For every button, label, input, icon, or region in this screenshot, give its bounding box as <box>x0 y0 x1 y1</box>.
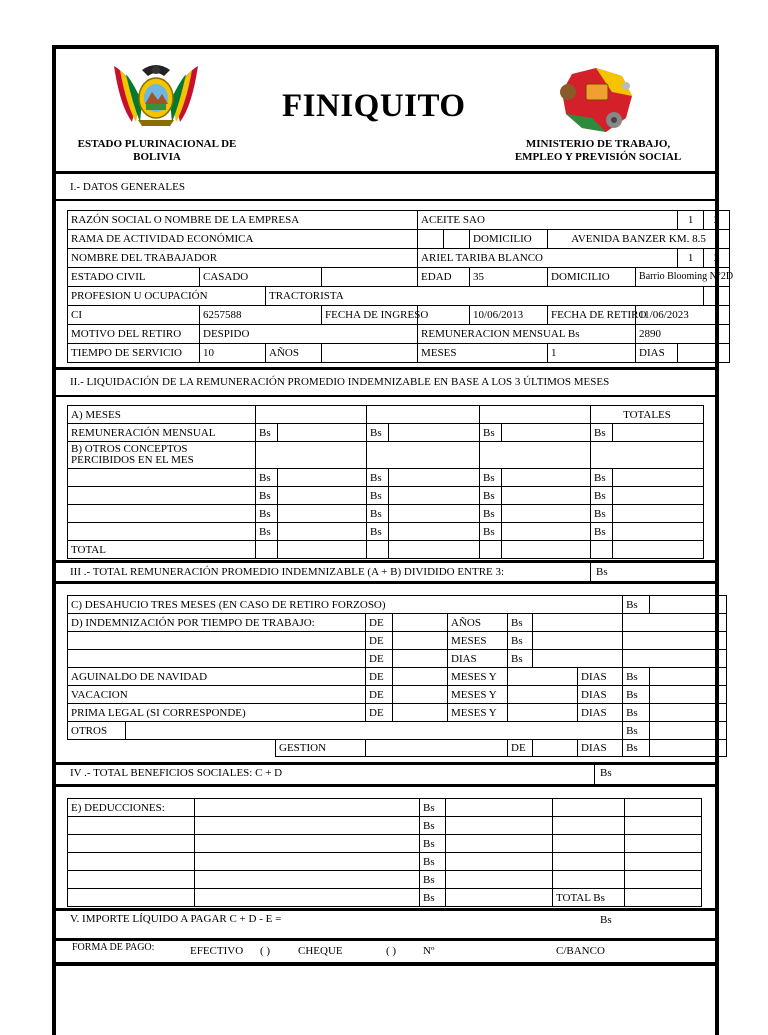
estado-civil-value[interactable]: CASADO <box>200 268 322 287</box>
dias-label: DIAS <box>448 650 508 668</box>
amount-cell[interactable] <box>650 704 727 722</box>
bs-label: Bs <box>623 596 650 614</box>
blank-cell[interactable] <box>704 287 730 306</box>
otros-value[interactable] <box>126 722 623 740</box>
remuneracion-mensual-value[interactable]: 2890 <box>636 325 730 344</box>
divider <box>56 171 715 174</box>
domicilio-empresa-value[interactable]: AVENIDA BANZER KM. 8.5 <box>548 230 730 249</box>
fecha-ingreso-value[interactable]: 10/06/2013 <box>470 306 548 325</box>
concepto-cell[interactable] <box>68 523 256 541</box>
total-cell[interactable] <box>613 541 704 559</box>
divider <box>52 962 719 966</box>
bs-label: Bs <box>508 632 533 650</box>
amount-cell[interactable] <box>502 523 591 541</box>
bs-label: Bs <box>508 650 533 668</box>
amount-cell[interactable] <box>389 424 480 442</box>
divider <box>56 938 715 941</box>
bs-label: Bs <box>591 469 613 487</box>
bs-label: Bs <box>367 469 389 487</box>
divider <box>590 563 591 582</box>
mes-1-cell[interactable] <box>256 406 367 424</box>
bs-label: Bs <box>480 424 502 442</box>
bs-label: Bs <box>256 469 278 487</box>
blank-cell[interactable] <box>591 442 704 469</box>
domicilio-trabajador-value[interactable]: Barrio Blooming N°2D <box>636 268 730 287</box>
meses-value[interactable]: 1 <box>548 344 636 363</box>
periodo-cell[interactable] <box>508 668 578 686</box>
nombre-trabajador-value[interactable]: ARIEL TARIBA BLANCO <box>418 249 678 268</box>
periodo-cell[interactable] <box>393 668 448 686</box>
meses-label: MESES <box>448 632 508 650</box>
amount-cell[interactable] <box>446 889 553 907</box>
beneficios-table <box>67 595 727 757</box>
divider <box>56 199 715 201</box>
section3-bs-label: Bs <box>596 566 608 578</box>
header-left-line1: ESTADO PLURINACIONAL DE <box>77 138 237 150</box>
fecha-ingreso-label: FECHA DE INGRESO <box>322 306 418 325</box>
amount-cell[interactable] <box>278 487 367 505</box>
total-cell[interactable] <box>389 541 480 559</box>
totales-label: TOTALES <box>591 406 704 424</box>
divider <box>56 784 715 787</box>
periodo-cell[interactable] <box>508 704 578 722</box>
blank-cell[interactable] <box>480 541 502 559</box>
bs-label: Bs <box>623 722 650 740</box>
tiempo-servicio-value[interactable]: 10 <box>200 344 266 363</box>
bs-label: Bs <box>256 523 278 541</box>
blank-cell[interactable] <box>625 799 702 817</box>
blank-cell[interactable] <box>68 632 366 650</box>
de-label: DE <box>366 632 393 650</box>
bs-label: Bs <box>623 668 650 686</box>
bs-label: Bs <box>367 505 389 523</box>
amount-cell[interactable] <box>446 853 553 871</box>
desahucio-label: C) DESAHUCIO TRES MESES (EN CASO DE RETIRO FORZOSO) <box>68 596 623 614</box>
total-cell[interactable] <box>278 541 367 559</box>
aguinaldo-label: AGUINALDO DE NAVIDAD <box>68 668 366 686</box>
amount-cell[interactable] <box>446 835 553 853</box>
bs-label: Bs <box>591 487 613 505</box>
numero-label: Nº <box>423 945 435 957</box>
blank-cell[interactable] <box>625 871 702 889</box>
bs-label: Bs <box>480 505 502 523</box>
amount-cell[interactable] <box>502 487 591 505</box>
blank-cell[interactable] <box>623 614 727 632</box>
total-bs-label: TOTAL Bs <box>553 889 625 907</box>
blank-cell[interactable] <box>553 871 625 889</box>
blank-cell[interactable] <box>444 230 470 249</box>
de-label: DE <box>508 740 533 757</box>
de-label: DE <box>366 650 393 668</box>
meses-label: A) MESES <box>68 406 256 424</box>
amount-cell[interactable] <box>389 523 480 541</box>
edad-value[interactable]: 35 <box>470 268 548 287</box>
otros-label: OTROS <box>68 722 126 740</box>
dias-label: DIAS <box>578 686 623 704</box>
de-label: DE <box>366 686 393 704</box>
blank-cell[interactable] <box>623 650 727 668</box>
ministry-logo-icon <box>552 62 636 138</box>
section5-bs-label: Bs <box>600 914 612 926</box>
bs-label: Bs <box>420 889 446 907</box>
divider <box>56 581 715 584</box>
blank-cell[interactable] <box>480 442 591 469</box>
blank-cell[interactable] <box>256 442 367 469</box>
vacacion-label: VACACION <box>68 686 366 704</box>
amount-cell[interactable] <box>278 424 367 442</box>
concepto-cell[interactable] <box>195 799 420 817</box>
dias-value[interactable] <box>678 344 730 363</box>
anos-value[interactable] <box>322 344 418 363</box>
dias-label: DIAS <box>578 740 623 757</box>
bs-label: Bs <box>420 853 446 871</box>
blank-cell <box>68 740 276 757</box>
razon-social-label: RAZÓN SOCIAL O NOMBRE DE LA EMPRESA <box>68 211 418 230</box>
amount-cell[interactable] <box>389 487 480 505</box>
concepto-cell[interactable] <box>68 487 256 505</box>
domicilio-label: DOMICILIO <box>548 268 636 287</box>
efectivo-label: EFECTIVO <box>190 945 244 957</box>
amount-cell[interactable] <box>613 523 704 541</box>
amount-cell[interactable] <box>650 686 727 704</box>
bs-label: Bs <box>623 740 650 757</box>
mes-2-cell[interactable] <box>367 406 480 424</box>
concepto-cell[interactable] <box>68 817 195 835</box>
amount-cell[interactable] <box>650 596 727 614</box>
bs-label: Bs <box>591 523 613 541</box>
meses-y-label: MESES Y <box>448 686 508 704</box>
otros-conceptos-line1: B) OTROS CONCEPTOS <box>71 443 188 455</box>
profesion-label: PROFESION U OCUPACIÓN <box>68 287 266 306</box>
bs-label: Bs <box>367 487 389 505</box>
copy-number-2: 2 <box>704 211 730 230</box>
concepto-cell[interactable] <box>68 853 195 871</box>
meses-y-label: MESES Y <box>448 668 508 686</box>
periodo-cell[interactable] <box>393 650 448 668</box>
amount-cell[interactable] <box>389 469 480 487</box>
concepto-cell[interactable] <box>195 871 420 889</box>
forma-pago-label: FORMA DE PAGO: <box>72 942 155 953</box>
ci-label: CI <box>68 306 200 325</box>
ci-value[interactable]: 6257588 <box>200 306 322 325</box>
periodo-cell[interactable] <box>533 740 578 757</box>
divider <box>56 395 715 397</box>
dias-label: DIAS <box>636 344 678 363</box>
rama-actividad-value[interactable] <box>418 230 444 249</box>
blank-cell[interactable] <box>553 817 625 835</box>
blank-cell[interactable] <box>322 268 418 287</box>
dias-label: DIAS <box>578 704 623 722</box>
amount-cell[interactable] <box>613 469 704 487</box>
divider <box>56 367 715 370</box>
section4-bs-label: Bs <box>600 767 612 779</box>
blank-cell[interactable] <box>68 650 366 668</box>
amount-cell[interactable] <box>650 722 727 740</box>
blank-cell[interactable] <box>256 541 278 559</box>
anos-label: AÑOS <box>448 614 508 632</box>
deducciones-label: E) DEDUCCIONES: <box>68 799 195 817</box>
estado-civil-label: ESTADO CIVIL <box>68 268 200 287</box>
periodo-cell[interactable] <box>393 686 448 704</box>
header-right-entity <box>498 138 698 164</box>
divider <box>56 762 715 765</box>
bs-label: Bs <box>480 487 502 505</box>
bs-label: Bs <box>623 686 650 704</box>
edad-label: EDAD <box>418 268 470 287</box>
remuneracion-mensual-label: REMUNERACION MENSUAL Bs <box>418 325 636 344</box>
amount-cell[interactable] <box>278 523 367 541</box>
bolivia-coat-of-arms-icon <box>108 56 204 130</box>
blank-cell[interactable] <box>367 541 389 559</box>
amount-cell[interactable] <box>533 650 623 668</box>
section4-title: IV .- TOTAL BENEFICIOS SOCIALES: C + D <box>70 767 283 779</box>
de-label: DE <box>366 668 393 686</box>
bs-label: Bs <box>420 799 446 817</box>
section2-title: II.- LIQUIDACIÓN DE LA REMUNERACIÓN PROMEDIO INDEMNIZABLE EN BASE A LOS 3 ÚLTIMOS MESES <box>70 376 610 388</box>
prima-legal-label: PRIMA LEGAL (SI CORRESPONDE) <box>68 704 366 722</box>
concepto-cell[interactable] <box>68 889 195 907</box>
blank-cell[interactable] <box>553 799 625 817</box>
dias-label: DIAS <box>578 668 623 686</box>
gestion-label: GESTION <box>276 740 366 757</box>
divider <box>56 560 715 563</box>
bs-label: Bs <box>367 523 389 541</box>
fecha-retiro-value[interactable]: 11/06/2023 <box>636 306 730 325</box>
amount-cell[interactable] <box>613 505 704 523</box>
blank-cell[interactable] <box>367 442 480 469</box>
blank-cell[interactable] <box>678 287 704 306</box>
amount-cell[interactable] <box>389 505 480 523</box>
de-label: DE <box>366 614 393 632</box>
amount-cell[interactable] <box>446 799 553 817</box>
razon-social-value[interactable]: ACEITE SAO <box>418 211 678 230</box>
bs-label: Bs <box>623 704 650 722</box>
efectivo-checkbox[interactable]: ( ) <box>260 945 271 957</box>
bs-label: Bs <box>591 424 613 442</box>
total-deducciones-cell[interactable] <box>625 889 702 907</box>
anos-label: AÑOS <box>266 344 322 363</box>
amount-cell[interactable] <box>650 740 727 757</box>
amount-cell[interactable] <box>613 487 704 505</box>
bs-label: Bs <box>480 469 502 487</box>
amount-cell[interactable] <box>502 505 591 523</box>
liquidacion-table <box>67 405 704 559</box>
bs-label: Bs <box>256 487 278 505</box>
divider <box>56 908 715 911</box>
section1-title: I.- DATOS GENERALES <box>70 181 185 193</box>
concepto-cell[interactable] <box>68 871 195 889</box>
blank-cell[interactable] <box>625 817 702 835</box>
copy-number-1: 1 <box>678 211 704 230</box>
blank-cell[interactable] <box>625 853 702 871</box>
concepto-cell[interactable] <box>195 835 420 853</box>
otros-conceptos-line2: PERCIBIDOS EN EL MES <box>71 454 194 466</box>
meses-y-label: MESES Y <box>448 704 508 722</box>
amount-cell[interactable] <box>650 668 727 686</box>
de-label: DE <box>366 704 393 722</box>
bs-label: Bs <box>256 505 278 523</box>
bs-label: Bs <box>256 424 278 442</box>
blank-cell[interactable] <box>623 632 727 650</box>
bs-label: Bs <box>508 614 533 632</box>
periodo-cell[interactable] <box>508 686 578 704</box>
rama-actividad-label: RAMA DE ACTIVIDAD ECONÓMICA <box>68 230 418 249</box>
header-left-entity <box>62 138 252 164</box>
section3-title: III .- TOTAL REMUNERACIÓN PROMEDIO INDEMNIZABLE (A + B) DIVIDIDO ENTRE 3: <box>70 566 505 578</box>
bs-label: Bs <box>480 523 502 541</box>
bs-label: Bs <box>420 871 446 889</box>
amount-cell[interactable] <box>278 469 367 487</box>
banco-label: C/BANCO <box>556 945 605 957</box>
bs-label: Bs <box>420 835 446 853</box>
header-right-line1: MINISTERIO DE TRABAJO, <box>525 138 671 150</box>
header-left-line2: BOLIVIA <box>133 151 181 163</box>
indemnizacion-label: D) INDEMNIZACIÓN POR TIEMPO DE TRABAJO: <box>68 614 366 632</box>
concepto-cell[interactable] <box>195 817 420 835</box>
nombre-trabajador-label: NOMBRE DEL TRABAJADOR <box>68 249 418 268</box>
blank-cell[interactable] <box>553 835 625 853</box>
bs-label: Bs <box>420 817 446 835</box>
periodo-cell[interactable] <box>393 704 448 722</box>
amount-cell[interactable] <box>446 871 553 889</box>
meses-label: MESES <box>418 344 548 363</box>
divider <box>594 765 595 784</box>
gestion-value[interactable] <box>366 740 508 757</box>
datos-generales-table <box>67 210 734 363</box>
page-title: FINIQUITO <box>282 88 466 124</box>
amount-cell[interactable] <box>613 424 704 442</box>
amount-cell[interactable] <box>533 632 623 650</box>
amount-cell[interactable] <box>533 614 623 632</box>
amount-cell[interactable] <box>278 505 367 523</box>
otros-conceptos-label <box>68 442 256 469</box>
concepto-cell[interactable] <box>195 889 420 907</box>
amount-cell[interactable] <box>502 469 591 487</box>
cheque-label: CHEQUE <box>298 945 343 957</box>
header-right-line2: EMPLEO Y PREVISIÓN SOCIAL <box>514 151 682 163</box>
blank-cell[interactable] <box>591 541 613 559</box>
bs-label: Bs <box>591 505 613 523</box>
blank-cell[interactable] <box>625 835 702 853</box>
concepto-cell[interactable] <box>68 505 256 523</box>
deducciones-table <box>67 798 702 907</box>
motivo-retiro-value[interactable]: DESPIDO <box>200 325 418 344</box>
concepto-cell[interactable] <box>68 469 256 487</box>
motivo-retiro-label: MOTIVO DEL RETIRO <box>68 325 200 344</box>
profesion-value[interactable]: TRACTORISTA <box>266 287 678 306</box>
bs-label: Bs <box>367 424 389 442</box>
remuneracion-mensual-label: REMUNERACIÓN MENSUAL <box>68 424 256 442</box>
copy-number-1: 1 <box>678 249 704 268</box>
tiempo-servicio-label: TIEMPO DE SERVICIO <box>68 344 200 363</box>
mes-3-cell[interactable] <box>480 406 591 424</box>
total-label: TOTAL <box>68 541 256 559</box>
concepto-cell[interactable] <box>195 853 420 871</box>
fecha-retiro-label: FECHA DE RETIRO <box>548 306 636 325</box>
amount-cell[interactable] <box>502 424 591 442</box>
concepto-cell[interactable] <box>68 835 195 853</box>
cheque-checkbox[interactable]: ( ) <box>386 945 397 957</box>
periodo-cell[interactable] <box>393 632 448 650</box>
total-cell[interactable] <box>502 541 591 559</box>
periodo-cell[interactable] <box>393 614 448 632</box>
section5-title: V. IMPORTE LÍQUIDO A PAGAR C + D - E = <box>70 913 282 925</box>
blank-cell[interactable] <box>553 853 625 871</box>
copy-number-2: 2 <box>704 249 730 268</box>
domicilio-label: DOMICILIO <box>470 230 548 249</box>
amount-cell[interactable] <box>446 817 553 835</box>
